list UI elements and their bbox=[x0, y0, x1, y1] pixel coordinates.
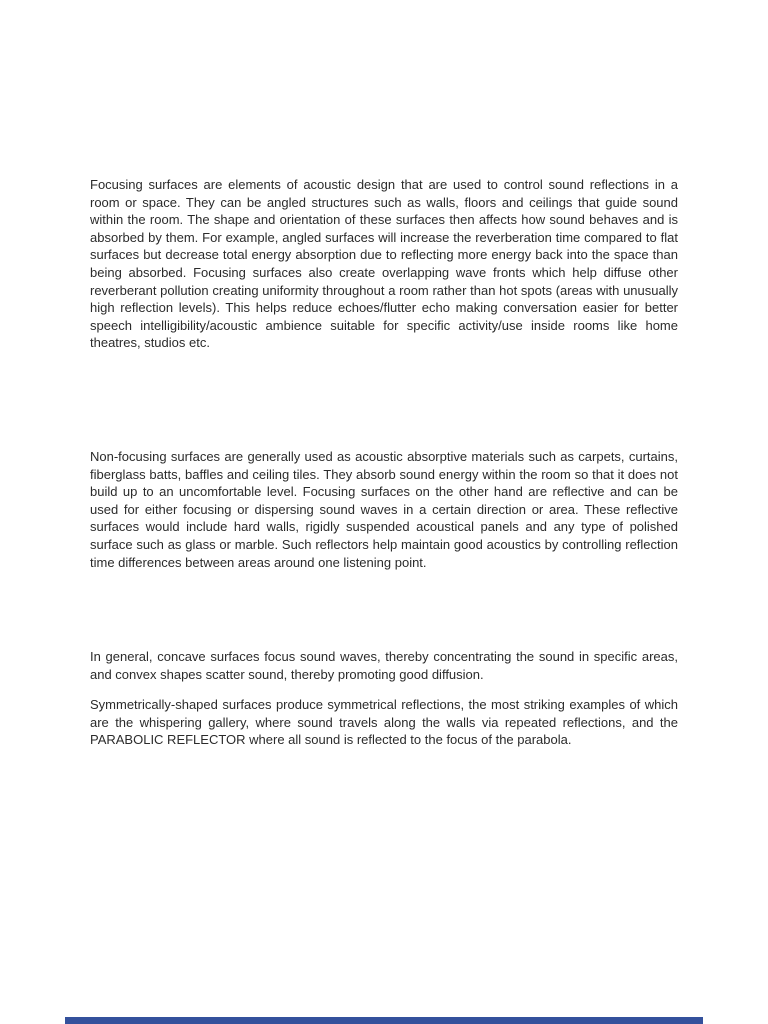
paragraph: Focusing surfaces are elements of acoustic design that are used to control sound reflections in a room or space. They can be angled structures such as walls, floors and ceilings that guide sound within the room. The shape and orientation of these surfaces then affects how sound behaves and is absorbed by them. For example, angled surfaces will increase the reverberation time compared to flat surfaces but decrease total energy absorption due to reflecting more energy back into the space than being absorbed. Focusing surfaces also create overlapping wave fronts which help diffuse other reverberant pollution creating uniformity throughout a room rather than hot spots (areas with unusually high reflection levels). This helps reduce echoes/flutter echo making conversation easier for better speech intelligibility/acoustic ambience suitable for specific activity/use inside rooms like home theatres, studios etc. bbox=[90, 177, 678, 351]
paragraph: Symmetrically-shaped surfaces produce symmetrical reflections, the most striking examples of which are the whispering gallery, where sound travels along the walls via repeated reflections, and the PARABOLIC REFLECTOR where all sound is reflected to the focus of the parabola. bbox=[90, 697, 678, 748]
document-text-block bbox=[90, 176, 678, 749]
paragraph: In general, concave surfaces focus sound waves, thereby concentrating the sound in specific areas, and convex shapes scatter sound, thereby promoting good diffusion. bbox=[90, 649, 678, 682]
paragraph: Non-focusing surfaces are generally used as acoustic absorptive materials such as carpets, curtains, fiberglass batts, baffles and ceiling tiles. They absorb sound energy within the room so that it does not build up to an uncomfortable level. Focusing surfaces on the other hand are reflective and can be used for either focusing or dispersing sound waves in a certain direction or area. These reflective surfaces would include hard walls, rigidly suspended acoustical panels and any type of polished surface such as glass or marble. Such reflectors help maintain good acoustics by controlling reflection time differences between areas around one listening point. bbox=[90, 448, 678, 570]
next-page-top-edge bbox=[65, 1017, 703, 1024]
